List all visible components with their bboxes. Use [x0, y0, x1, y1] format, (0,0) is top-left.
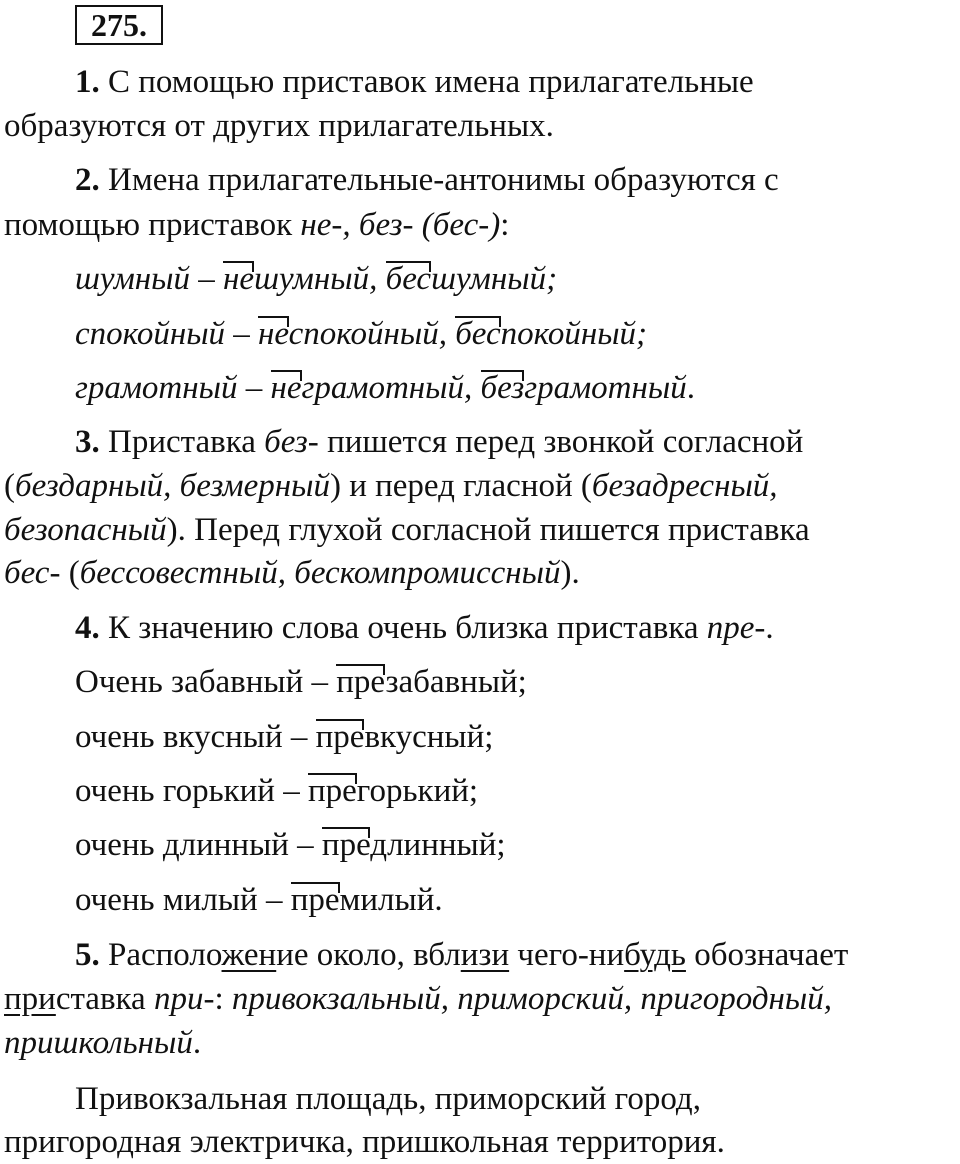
p4-line1 [75, 606, 774, 650]
p4-number: 4. [75, 610, 100, 646]
p3-prefix: бес- [4, 555, 61, 591]
exercise-number: 275. [75, 5, 163, 45]
row-text: очень горький – [75, 773, 308, 809]
example-row-1 [75, 257, 557, 301]
ex-text: грамотный, [301, 370, 481, 406]
p5-text: Располо [108, 937, 222, 973]
p3-text: ) и перед гласной ( [329, 468, 592, 504]
prefix-mark: не [270, 370, 302, 406]
row-text: милый. [339, 882, 443, 918]
p3-examples: безадресный, [591, 468, 778, 504]
p5-line1 [75, 933, 848, 977]
underlined-example: при [4, 981, 56, 1017]
p3-text: ). [560, 555, 580, 591]
p2-prefixes: не-, без- (бес-) [300, 207, 501, 243]
row-text: Очень забавный – [75, 664, 337, 700]
p4-row-4 [75, 823, 506, 867]
row-text: вкусный; [364, 719, 494, 755]
prefix-mark: пре [315, 719, 365, 755]
p1-line1 [75, 60, 754, 104]
ex-text: шумный – [75, 261, 224, 297]
p1-text1: С помощью приставок имена прилагательные [108, 64, 754, 100]
p2-text2: помощью приставок [4, 207, 301, 243]
p3-examples: бессовестный, бескомпромиссный [79, 555, 561, 591]
row-text: очень длинный – [75, 827, 322, 863]
p3-line4 [4, 551, 580, 595]
p5-text: ставка [55, 981, 154, 1017]
p5-text: чего-ни [509, 937, 625, 973]
p3-number: 3. [75, 424, 100, 460]
prefix-mark: не [258, 316, 289, 352]
p5-line3 [4, 1021, 201, 1065]
prefix-mark: пре [307, 773, 357, 809]
ex-text: спокойный – [75, 316, 259, 352]
row-text: длинный; [370, 827, 506, 863]
p3-text: ). Перед глухой согласной пишется приставка [166, 512, 810, 548]
p4-row-5 [75, 878, 443, 922]
ex-text: спокойный, [288, 316, 456, 352]
p2-number: 2. [75, 162, 100, 198]
row-text: горький; [356, 773, 479, 809]
p3-line1 [75, 420, 803, 464]
p5-examples: привокзальный, приморский, пригородный, [231, 981, 833, 1017]
p4-row-2 [75, 715, 493, 759]
row-text: забавный; [385, 664, 527, 700]
prefix-mark: бес [455, 316, 501, 352]
underlined-example: жен [221, 937, 277, 973]
p5-examples: пришкольный [4, 1025, 193, 1061]
ex-text: шумный; [431, 261, 558, 297]
example-row-2 [75, 312, 647, 356]
p1-line2: образуются от других прилагательных. [4, 108, 554, 144]
example-row-3 [75, 366, 695, 410]
p3-line3 [4, 508, 810, 552]
prefix-mark: без [480, 370, 525, 406]
prefix-mark: бес [385, 261, 432, 297]
prefix-mark: пре [336, 664, 386, 700]
prefix-mark: пре [321, 827, 371, 863]
p6-line2: пригородная электричка, пришкольная территория. [4, 1124, 725, 1160]
p5-line2 [4, 977, 832, 1021]
prefix-mark: не [223, 261, 255, 297]
p2-line1 [75, 158, 779, 202]
row-text: очень милый – [75, 882, 291, 918]
p4-row-3 [75, 769, 478, 813]
p3-text: пишется перед звонкой согласной [318, 424, 804, 460]
p5-prefix: при- [153, 981, 215, 1017]
row-text: очень вкусный – [75, 719, 316, 755]
p5-text: . [192, 1025, 202, 1061]
ex-text: грамотный – [75, 370, 271, 406]
p2-colon: : [500, 207, 510, 243]
p4-prefix: пре- [706, 610, 766, 646]
p3-examples: безопасный [4, 512, 167, 548]
p3-prefix: без- [264, 424, 319, 460]
p4-text: . [765, 610, 774, 646]
p5-text: обозначает [685, 937, 849, 973]
underlined-example: изи [460, 937, 510, 973]
p3-examples: бездарный, безмерный [15, 468, 330, 504]
ex-text: покойный; [500, 316, 648, 352]
p6-line1: Привокзальная площадь, приморский город, [75, 1081, 701, 1117]
ex-text: грамотный [524, 370, 687, 406]
p3-text: ( [60, 555, 80, 591]
p5-text: ие около, вбл [276, 937, 461, 973]
p2-text1: Имена прилагательные-антонимы образуются с [108, 162, 779, 198]
p2-line2 [4, 203, 509, 247]
p5-text: : [214, 981, 232, 1017]
p3-text: Приставка [108, 424, 265, 460]
prefix-mark: пре [290, 882, 340, 918]
ex-period: . [686, 370, 695, 406]
underlined-example: будь [624, 937, 686, 973]
p3-text: ( [4, 468, 15, 504]
p5-number: 5. [75, 937, 100, 973]
p1-number: 1. [75, 64, 100, 100]
p4-row-1 [75, 660, 527, 704]
ex-text: шумный, [254, 261, 386, 297]
p3-line2 [4, 464, 778, 508]
p4-text: К значению слова очень близка приставка [108, 610, 707, 646]
